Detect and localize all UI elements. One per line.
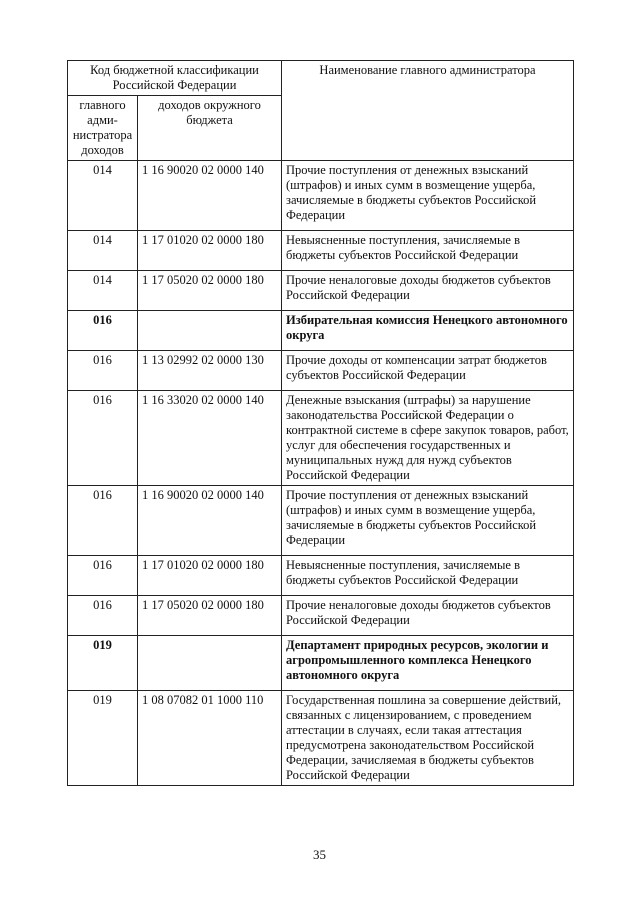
revenue-code-cell: 1 16 90020 02 0000 140 — [138, 161, 282, 231]
revenue-code-cell: 1 16 90020 02 0000 140 — [138, 486, 282, 556]
administrator-name-cell: Прочие неналоговые доходы бюджетов субъектов Российской Федерации — [282, 271, 574, 311]
admin-code-cell: 014 — [68, 161, 138, 231]
table-row — [68, 691, 574, 786]
administrator-name-cell: Избирательная комиссия Ненецкого автономного округа — [282, 311, 574, 351]
administrator-name-cell: Прочие неналоговые доходы бюджетов субъектов Российской Федерации — [282, 596, 574, 636]
revenue-code-cell: 1 17 01020 02 0000 180 — [138, 231, 282, 271]
header-admin-name: Наименование главного администратора — [282, 61, 574, 161]
budget-classification-table — [67, 60, 574, 786]
table-row — [68, 231, 574, 271]
admin-code-cell: 019 — [68, 691, 138, 786]
table-body — [68, 61, 574, 786]
administrator-name-cell: Прочие поступления от денежных взысканий (штрафов) и иных сумм в возмещение ущерба, зачисляемые в бюджеты субъектов Российской Федерации — [282, 161, 574, 231]
header-admin-code: главного адми-нистратора доходов — [68, 96, 138, 161]
administrator-name-cell: Государственная пошлина за совершение действий, связанных с лицензированием, с проведением аттестации в случаях, если такая аттестация предусмотрена законодательством Российской Федерации, зачисляемая в бюджеты субъектов Российской Федерации — [282, 691, 574, 786]
table-row — [68, 556, 574, 596]
administrator-name-cell: Денежные взыскания (штрафы) за нарушение законодательства Российской Федерации о контрактной системе в сфере закупок товаров, работ, услуг для обеспечения государственных и муниципальных нужд для нужд субъектов Российской Федерации — [282, 391, 574, 486]
administrator-name-cell: Невыясненные поступления, зачисляемые в бюджеты субъектов Российской Федерации — [282, 231, 574, 271]
administrator-name-cell: Прочие доходы от компенсации затрат бюджетов субъектов Российской Федерации — [282, 351, 574, 391]
administrator-name-cell: Прочие поступления от денежных взысканий (штрафов) и иных сумм в возмещение ущерба, зачисляемые в бюджеты субъектов Российской Федерации — [282, 486, 574, 556]
revenue-code-cell — [138, 636, 282, 691]
table-row — [68, 161, 574, 231]
admin-code-cell: 014 — [68, 271, 138, 311]
revenue-code-cell — [138, 311, 282, 351]
table-row — [68, 271, 574, 311]
table-row — [68, 391, 574, 486]
admin-code-cell: 019 — [68, 636, 138, 691]
header-group-label: Код бюджетной классификации Российской Федерации — [68, 61, 282, 96]
admin-code-cell: 016 — [68, 486, 138, 556]
revenue-code-cell: 1 13 02992 02 0000 130 — [138, 351, 282, 391]
admin-code-cell: 016 — [68, 391, 138, 486]
section-row — [68, 636, 574, 691]
revenue-code-cell: 1 16 33020 02 0000 140 — [138, 391, 282, 486]
admin-code-cell: 016 — [68, 596, 138, 636]
administrator-name-cell: Департамент природных ресурсов, экологии и агропромышленного комплекса Ненецкого автономного округа — [282, 636, 574, 691]
administrator-name-cell: Невыясненные поступления, зачисляемые в бюджеты субъектов Российской Федерации — [282, 556, 574, 596]
revenue-code-cell: 1 17 05020 02 0000 180 — [138, 596, 282, 636]
admin-code-cell: 014 — [68, 231, 138, 271]
header-revenue-code: доходов окружного бюджета — [138, 96, 282, 161]
table-row — [68, 596, 574, 636]
admin-code-cell: 016 — [68, 351, 138, 391]
revenue-code-cell: 1 17 05020 02 0000 180 — [138, 271, 282, 311]
header-row-group — [68, 61, 574, 96]
admin-code-cell: 016 — [68, 311, 138, 351]
revenue-code-cell: 1 08 07082 01 1000 110 — [138, 691, 282, 786]
table-row — [68, 351, 574, 391]
table-row — [68, 486, 574, 556]
page-number: 35 — [313, 847, 326, 862]
admin-code-cell: 016 — [68, 556, 138, 596]
revenue-code-cell: 1 17 01020 02 0000 180 — [138, 556, 282, 596]
section-row — [68, 311, 574, 351]
